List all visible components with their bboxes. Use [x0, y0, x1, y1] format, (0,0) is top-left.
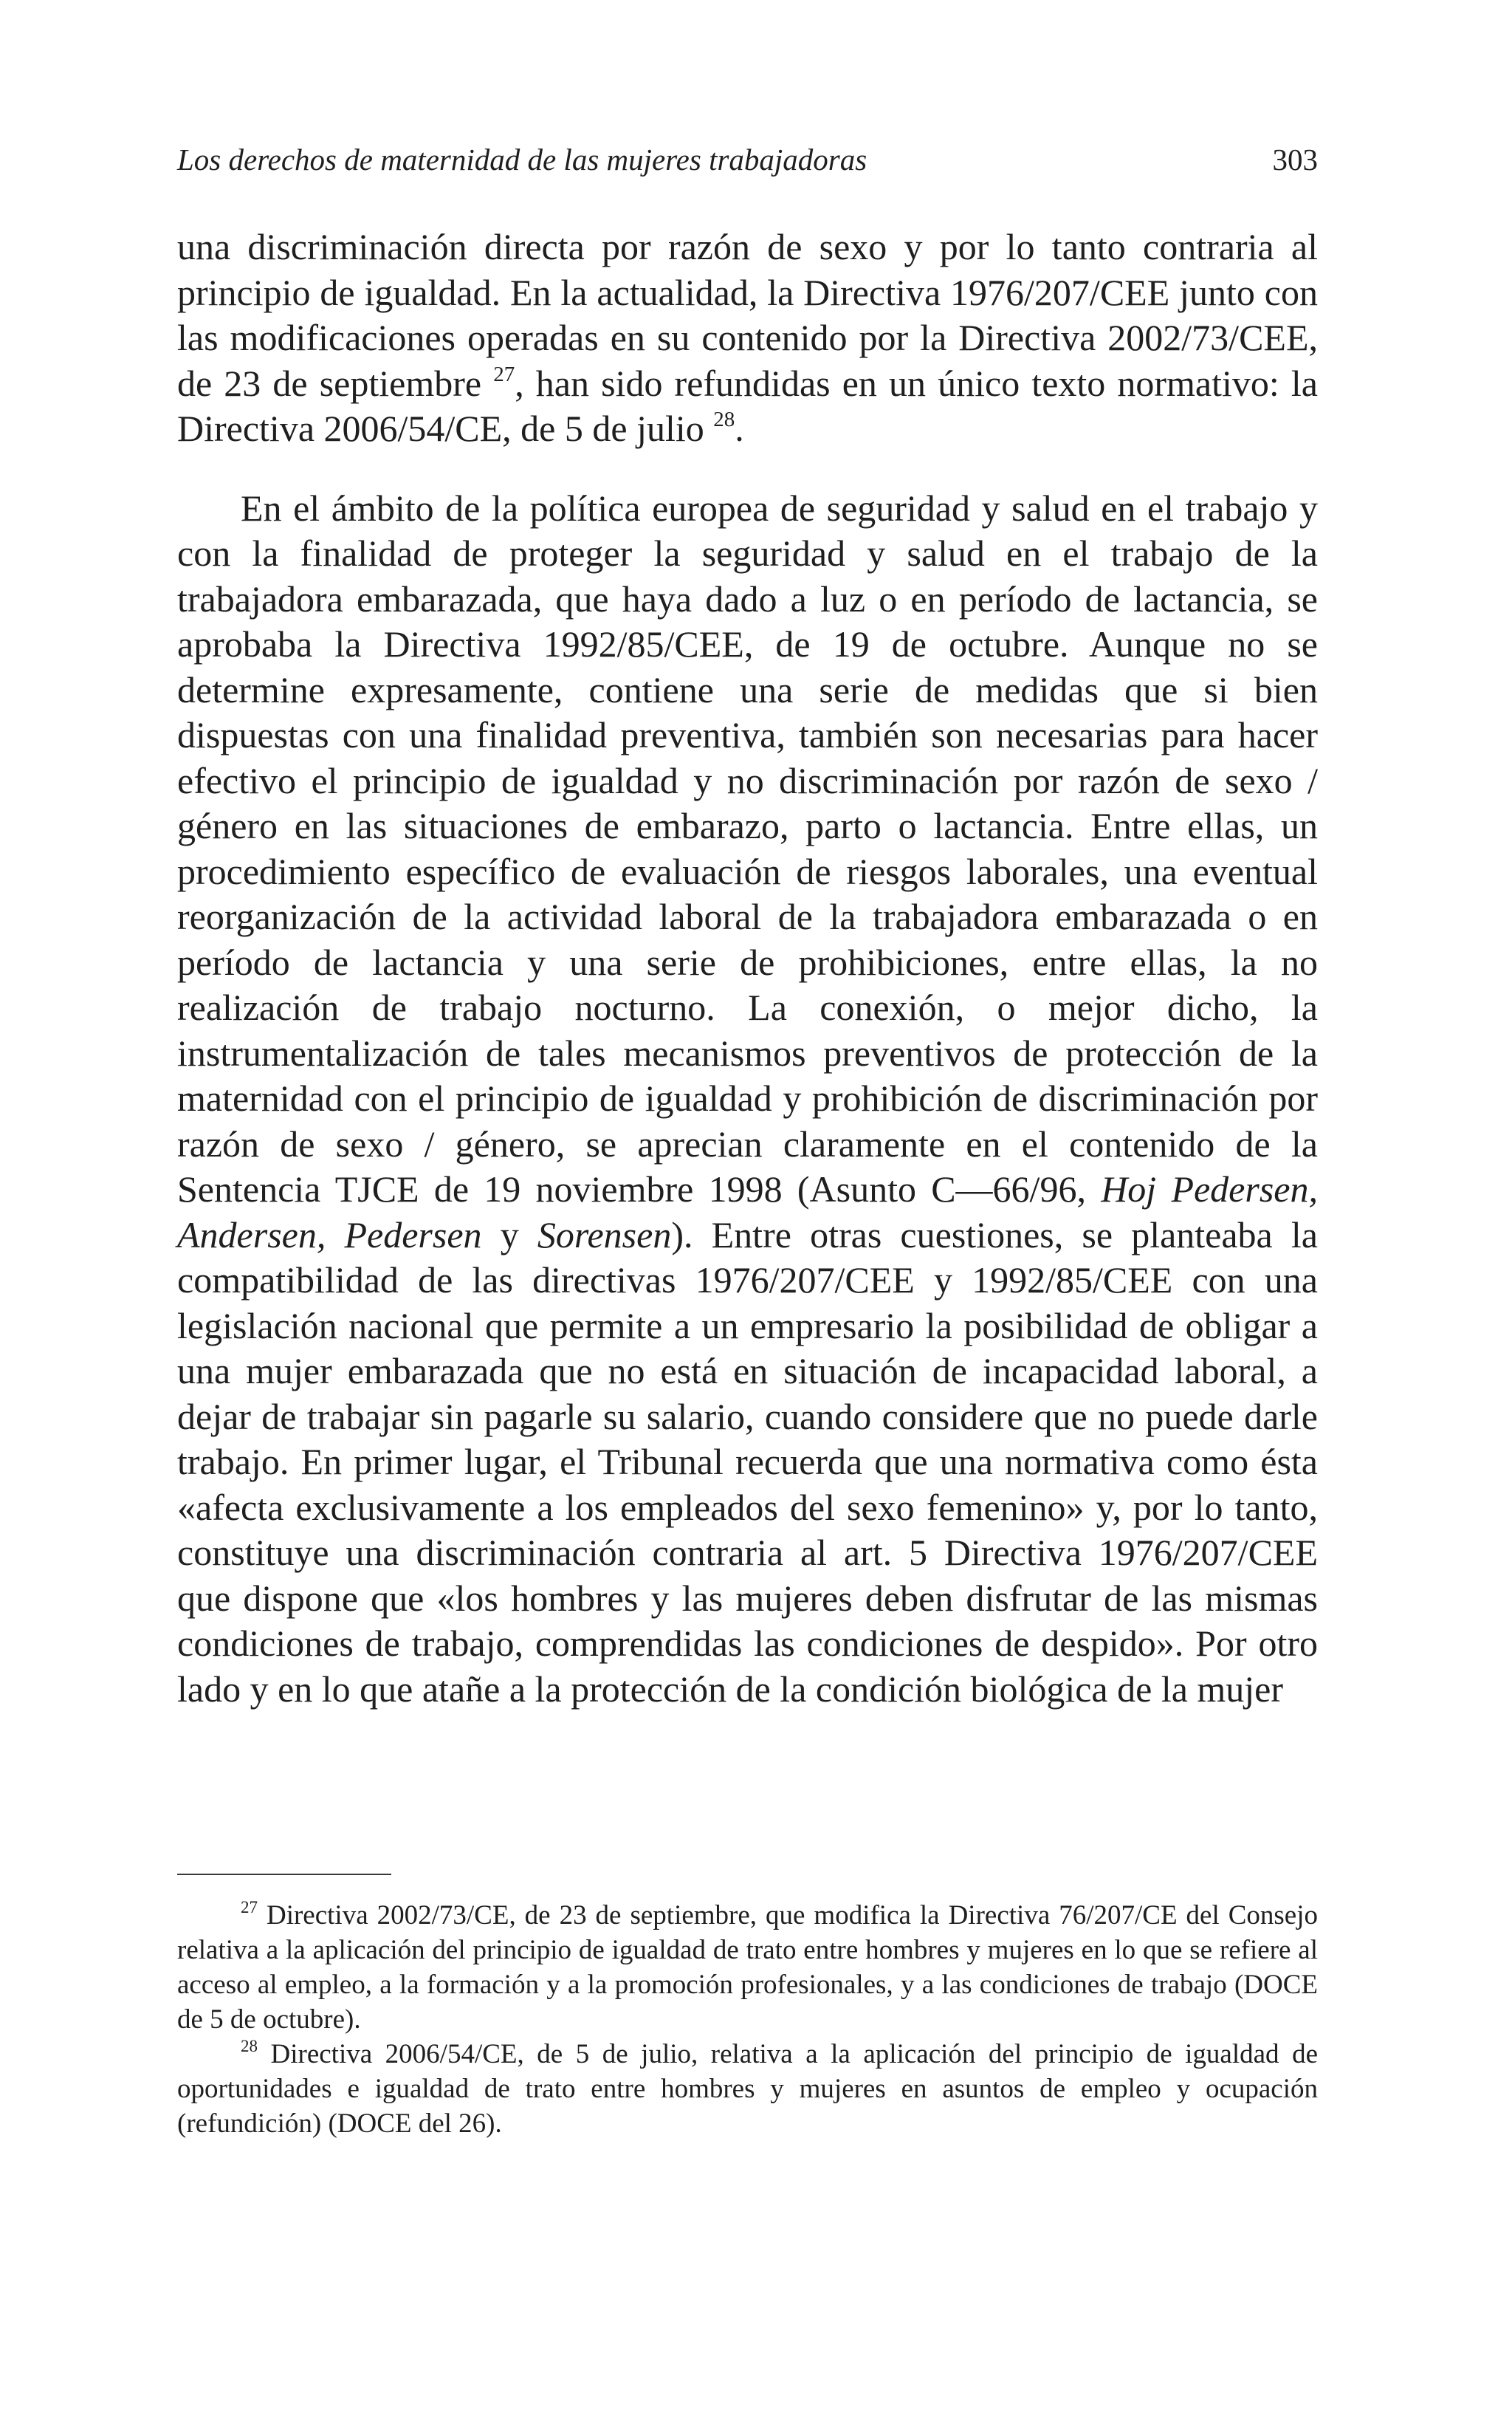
running-header: [177, 137, 1318, 182]
book-page: [177, 0, 1318, 2412]
case-party-name: Sorensen: [537, 1213, 672, 1255]
paragraph-text: ). Entre otras cuestiones, se planteaba la compatibilidad de las directivas 1976/207/CEE y 1992/85/CEE con una legislación nacional que permite a un empresario la posibilidad de obligar a una mujer embarazada que no está en situación de incapacidad laboral, a dejar de trabajar sin pagarle su salario, cuando considere que no puede darle trabajo. En primer lugar, el Tribunal recuerda que una normativa como ésta «afecta exclusivamente a los empleados del sexo femenino» y, por lo tanto, constituye una discriminación contraria al art. 5 Directiva 1976/207/CEE que dispone que «los hombres y las mujeres deben disfrutar de las mismas condiciones de trabajo, comprendidas las condiciones de despido». Por otro lado y en lo que atañe a la protección de la condición biológica de la mujer: [177, 1213, 1318, 1710]
paragraph-text: En el ámbito de la política europea de seguridad y salud en el trabajo y con la finalidad de proteger la seguridad y salud en el trabajo de la trabajadora embarazada, que haya dado a luz o en período de lactancia, se aprobaba la Directiva 1992/85/CEE, de 19 de octubre. Aunque no se determine expresamente, contiene una serie de medidas que si bien dispuestas con una finalidad preventiva, también son necesarias para hacer efectivo el principio de igualdad y no discriminación por razón de sexo / género en las situaciones de embarazo, parto o lactancia. Entre ellas, un procedimiento específico de evaluación de riesgos laborales, una eventual reorganización de la actividad laboral de la trabajadora embarazada o en período de lactancia y una serie de prohibiciones, entre ellas, la no realización de trabajo nocturno. La conexión, o mejor dicho, la instrumentalización de tales mecanismos preventivos de protección de la maternidad con el principio de igualdad y prohibición de discriminación por razón de sexo / género, se aprecian claramente en el contenido de la Sentencia TJCE de 19 noviembre 1998 (Asunto C—66/96,: [177, 487, 1318, 1210]
paragraph-text: y: [481, 1213, 537, 1255]
case-party-names: Hoj Pedersen, Andersen, Pedersen: [177, 1168, 1318, 1255]
running-header-title: Los derechos de maternidad de las mujeres trabajadoras: [177, 143, 867, 177]
footnotes: [177, 1898, 1318, 2141]
footnote-number: 28: [241, 2037, 258, 2055]
footnote-reference-27[interactable]: 27: [493, 362, 515, 386]
paragraph-text: , han sido refundidas en un único texto normativo: la Directiva 2006/54/CE, de 5 de julio: [177, 362, 1318, 449]
footnote-27: [177, 1898, 1318, 2037]
page-number: 303: [1272, 143, 1318, 177]
footnote-reference-28[interactable]: 28: [713, 408, 735, 431]
body-text: [177, 225, 1318, 1712]
footnote-text: Directiva 2006/54/CE, de 5 de julio, relativa a la aplicación del principio de igualdad de oportunidades e igualdad de trato entre hombres y mujeres en asuntos de empleo y ocupación (refundición) (DOCE del 26).: [177, 2039, 1318, 2139]
paragraph-continued: [177, 225, 1318, 452]
paragraph-text: .: [735, 408, 744, 449]
paragraph-ambito: [177, 486, 1318, 1713]
footnote-separator: [177, 1874, 391, 1875]
footnote-number: 27: [241, 1898, 258, 1916]
footnote-28: [177, 2037, 1318, 2141]
footnote-text: Directiva 2002/73/CE, de 23 de septiembre, que modifica la Directiva 76/207/CE del Consejo relativa a la aplicación del principio de igualdad de trato entre hombres y mujeres en lo que se refiere al acceso al empleo, a la formación y a la promoción profesionales, y a las condiciones de trabajo (DOCE de 5 de octubre).: [177, 1900, 1318, 2035]
paragraph-text: una discriminación directa por razón de sexo y por lo tanto contraria al principio de igualdad. En la actualidad, la Directiva 1976/207/CEE junto con las modificaciones operadas en su contenido por la Directiva 2002/73/CEE, de 23 de septiembre: [177, 226, 1318, 404]
